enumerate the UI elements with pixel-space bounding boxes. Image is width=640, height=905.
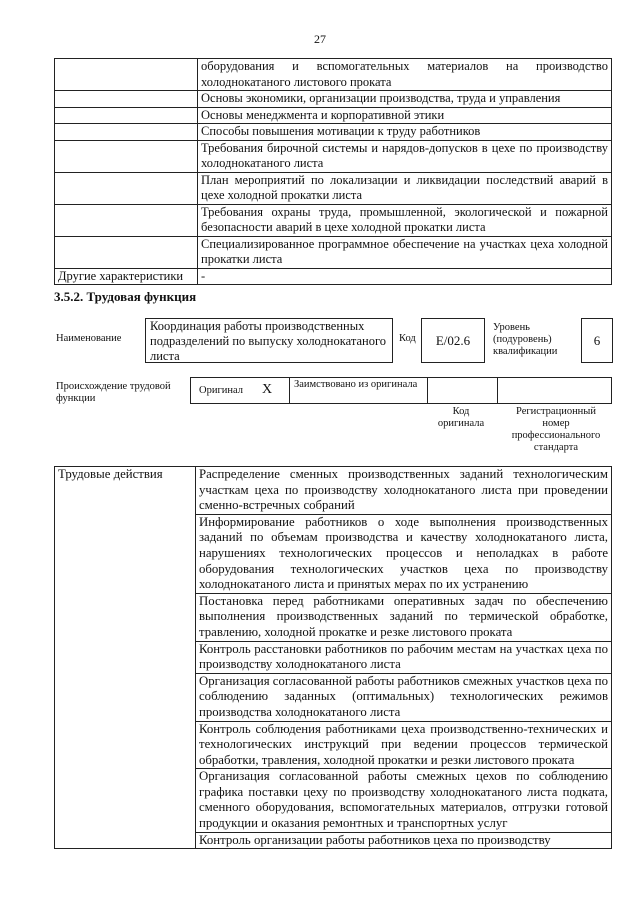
level-value: 6 — [593, 333, 601, 348]
row-text: оборудования и вспомогательных материалов на производство холоднокатаного листового проката — [198, 59, 612, 91]
table-row — [55, 140, 612, 172]
row-label — [55, 59, 198, 91]
divider — [289, 378, 290, 403]
table-row — [55, 268, 612, 285]
reg-number-label: Регистрационный номер профессионального стандарта — [511, 406, 601, 453]
knowledge-table — [54, 58, 612, 285]
row-label: Другие характеристики — [55, 268, 198, 285]
divider — [427, 378, 428, 403]
row-text: План мероприятий по локализации и ликвидации последствий аварий в цехе холодной прокатки листа — [198, 172, 612, 204]
function-code-box — [421, 318, 485, 363]
function-code-value: E/02.6 — [435, 333, 471, 348]
action-item: Контроль соблюдения работниками цеха производственно-технических и технологических инструкций при ведении процессов термической обработки, травления, холодной прокатки и резки листового проката — [196, 721, 612, 769]
table-row — [55, 59, 612, 91]
origin-label: Происхождение трудовой функции — [56, 381, 171, 404]
row-text: Основы менеджмента и корпоративной этики — [198, 107, 612, 124]
row-text: Специализированное программное обеспечение на участках цеха холодной прокатки листа — [198, 236, 612, 268]
row-label — [55, 236, 198, 268]
action-item: Информирование работников о ходе выполнения производственных заданий по объемам производства и качеству холоднокатаного листа, нарушениях технологических процессов и неполадках в работе оборудования технологических участков цеха по производству холоднокатаного листа и принятых мерах по их устранению — [196, 514, 612, 593]
level-box — [581, 318, 613, 363]
original-label: Оригинал — [199, 385, 243, 396]
row-label — [55, 140, 198, 172]
action-item: Организация согласованной работы смежных цехов по соблюдению графика поставки цеху по производству холоднокатаного листа подката, сменного оборудования, вспомогательных материалов, отгрузки готовой продукции и оказания ремонтных и транспортных услуг — [196, 769, 612, 832]
row-text: Требования охраны труда, промышленной, экологической и пожарной безопасности аварий в цехе холодной прокатки листа — [198, 204, 612, 236]
action-item: Организация согласованной работы работников смежных участков цеха по соблюдению заданных (оптимальных) технологических режимов производства холоднокатаного листа — [196, 673, 612, 721]
table-row — [55, 204, 612, 236]
name-label: Наименование — [56, 333, 122, 344]
section-title: 3.5.2. Трудовая функция — [54, 289, 197, 304]
actions-label: Трудовые действия — [55, 467, 196, 849]
row-label — [55, 91, 198, 108]
action-item: Распределение сменных производственных заданий технологическим участкам цеха по производству холоднокатаного листа при проведении сменно-встречных собраний — [196, 467, 612, 515]
borrowed-label: Заимствовано из оригинала — [294, 379, 418, 390]
table-row — [55, 107, 612, 124]
table-row — [55, 467, 612, 515]
action-item: Контроль организации работы работников цеха по производству — [196, 832, 612, 849]
table-row — [55, 172, 612, 204]
action-item: Постановка перед работниками оперативных задач по обеспечению выполнения производственных заданий по термической обработке, травлению, холодной прокатке и резке листового проката — [196, 593, 612, 641]
row-text: Способы повышения мотивации к труду работников — [198, 124, 612, 141]
function-name-box — [145, 318, 393, 363]
code-original-label: Код оригинала — [437, 406, 485, 429]
origin-row — [190, 377, 612, 404]
divider — [497, 378, 498, 403]
code-label: Код — [399, 333, 416, 344]
row-text: - — [198, 268, 612, 285]
table-row — [55, 236, 612, 268]
table-row — [55, 124, 612, 141]
labor-actions-table — [54, 466, 612, 849]
row-text: Основы экономики, организации производства, труда и управления — [198, 91, 612, 108]
row-text: Требования бирочной системы и нарядов-допусков в цехе по производству холоднокатаного листа — [198, 140, 612, 172]
row-label — [55, 204, 198, 236]
table-row — [55, 91, 612, 108]
action-item: Контроль расстановки работников по рабочим местам на участках цеха по производству холоднокатаного листа — [196, 641, 612, 673]
row-label — [55, 172, 198, 204]
page-number: 27 — [314, 32, 326, 46]
level-label: Уровень (подуровень) квалификации — [493, 322, 558, 357]
function-name-value: Координация работы производственных подразделений по выпуску холоднокатаного листа — [150, 319, 387, 363]
row-label — [55, 107, 198, 124]
row-label — [55, 124, 198, 141]
original-mark: X — [262, 382, 273, 397]
